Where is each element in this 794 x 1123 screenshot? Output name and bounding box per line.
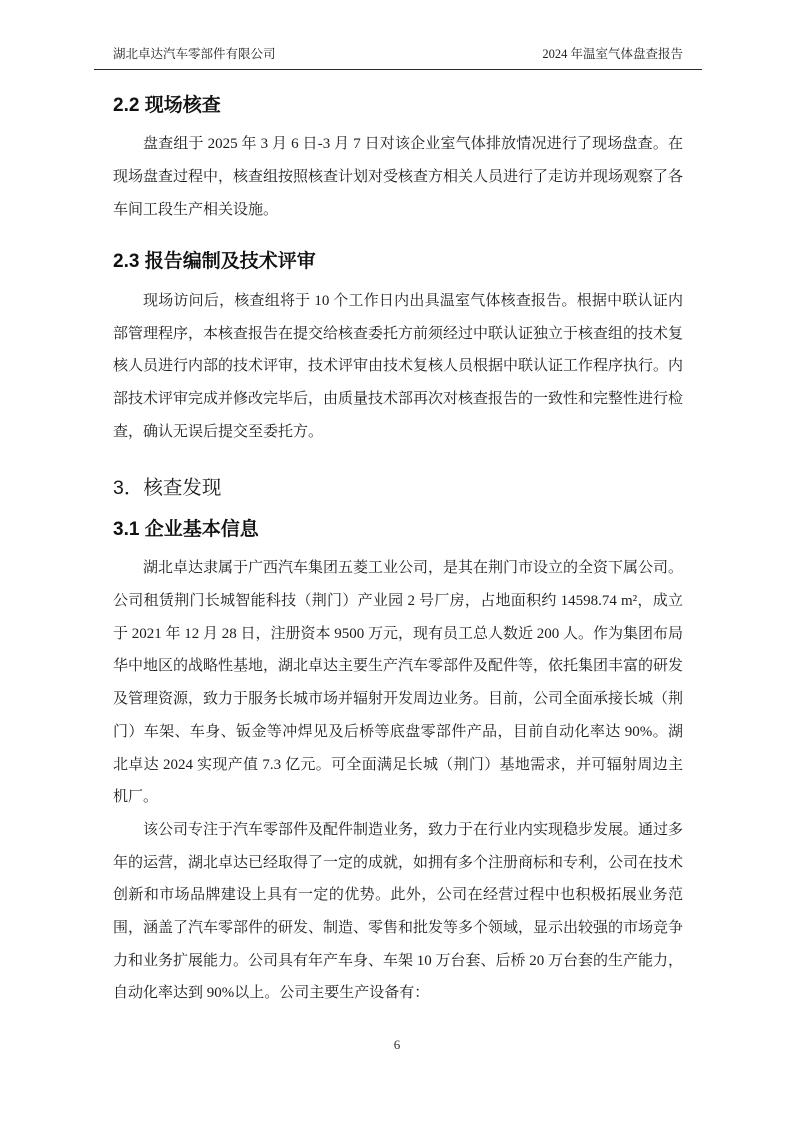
section-2-2-heading: 2.2 现场核查 <box>113 94 221 116</box>
section-2-3-paragraph: 现场访问后，核查组将于 10 个工作日内出具温室气体核查报告。根据中联认证内部管理程序，本核查报告在提交给核查委托方前须经过中联认证独立于核查组的技术复核人员进行内部的技术评审，技术评审由技术复核人员根据中联认证工作程序执行。内部技术评审完成并修改完毕后，由质量技术部再次对核查报告的一致性和完整性进行检查，确认无误后提交至委托方。 <box>113 292 684 440</box>
section-2-2-paragraph: 盘查组于 2025 年 3 月 6 日-3 月 7 日对该企业室气体排放情况进行了现场盘查。在现场盘查过程中，核查组按照核查计划对受核查方相关人员进行了走访并现场观察了各车间工段生产相关设施。 <box>113 136 684 218</box>
header-company-name: 湖北卓达汽车零部件有限公司 <box>113 47 276 61</box>
section-3-heading: 3．核查发现 <box>113 477 222 500</box>
section-3-1-heading: 3.1 企业基本信息 <box>113 518 259 540</box>
section-2-3-heading: 2.3 报告编制及技术评审 <box>113 251 316 273</box>
section-3-1-paragraph-1: 湖北卓达隶属于广西汽车集团五菱工业公司，是其在荆门市设立的全资下属公司。公司租赁荆门长城智能科技（荆门）产业园 2 号厂房，占地面积约 14598.74 m²，成立于 2021 年 12 月 28 日，注册资本 9500 万元，现有员工总人数近 200 人。作为集团布局华中地区的战略性基地，湖北卓达主要生产汽车零部件及配件等，依托集团丰富的研发及管理资源，致力于服务长城市场并辐射开发周边业务。目前，公司全面承接长城（荆门）车架、车身、钣金等冲焊见及后桥等底盘零部件产品，目前自动化率达 90%。湖北卓达 2024 实现产值 7.3 亿元。可全面满足长城（荆门）基地需求，并可辐射周边主机厂。 <box>113 560 684 806</box>
page-header <box>94 46 702 70</box>
section-3-1-paragraph-2: 该公司专注于汽车零部件及配件制造业务，致力于在行业内实现稳步发展。通过多年的运营，湖北卓达已经取得了一定的成就，如拥有多个注册商标和专利，公司在技术创新和市场品牌建设上具有一定的优势。此外，公司在经营过程中也积极拓展业务范围，涵盖了汽车零部件的研发、制造、零售和批发等多个领域，显示出较强的市场竞争力和业务扩展能力。公司具有年产车身、车架 10 万台套、后桥 20 万台套的生产能力，自动化率达到 90%以上。公司主要生产设备有： <box>113 821 684 1002</box>
page-footer <box>0 1037 794 1053</box>
page-number: 6 <box>393 1037 401 1052</box>
header-report-title: 2024 年温室气体盘查报告 <box>542 47 683 61</box>
